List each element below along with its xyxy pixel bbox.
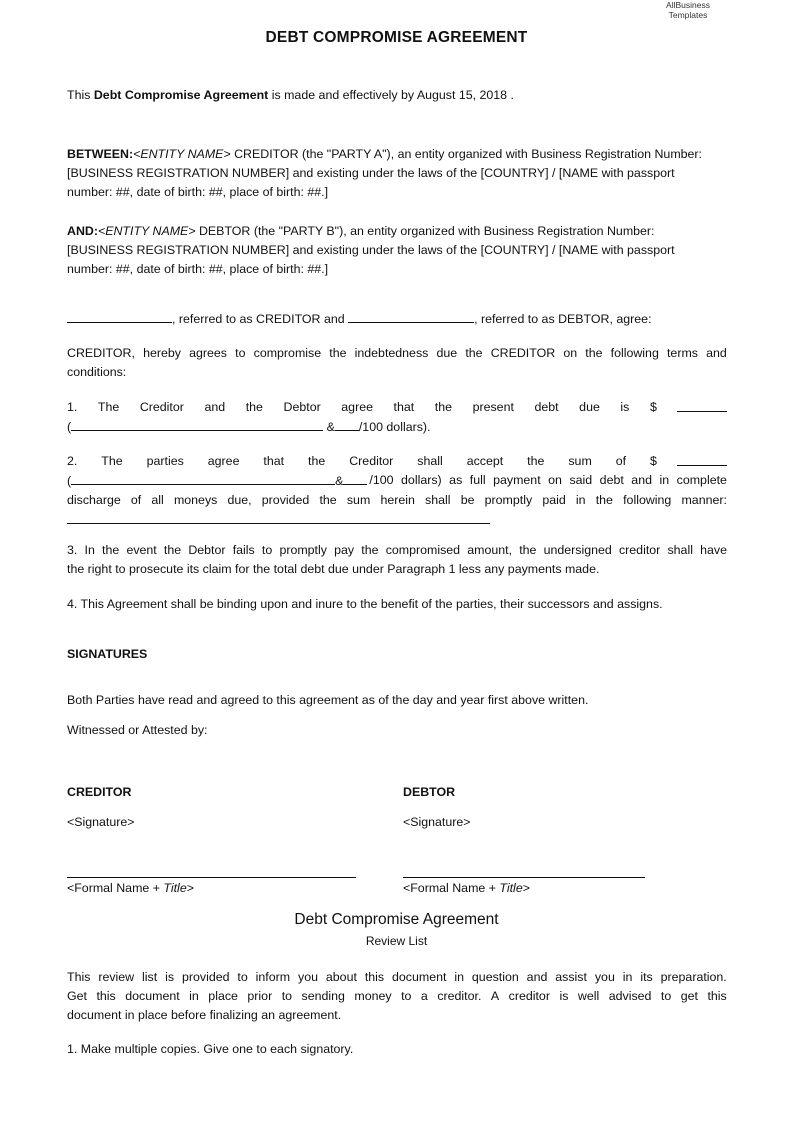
item-3 <box>67 541 727 579</box>
word: herein <box>380 493 415 507</box>
word: all <box>151 493 164 507</box>
word: as <box>449 473 463 487</box>
word: to <box>235 346 246 360</box>
and-entity: <ENTITY NAME> <box>97 224 196 238</box>
word: The <box>97 400 120 414</box>
word: about <box>325 970 357 984</box>
word: full <box>469 473 486 487</box>
word: following <box>610 346 659 360</box>
word: creditor. <box>437 989 482 1003</box>
word: question <box>471 970 519 984</box>
word: promptly <box>484 493 533 507</box>
word: Debtor <box>283 400 321 414</box>
item-2-line2-start <box>67 471 367 491</box>
word: is <box>165 970 175 984</box>
item-1-amp: & <box>323 420 335 434</box>
word: fails <box>232 543 255 557</box>
creditor-name-post: > <box>186 881 194 895</box>
word: in <box>575 493 586 507</box>
word: and <box>706 346 727 360</box>
word: sum <box>568 454 592 468</box>
word: discharge <box>67 493 121 507</box>
word: on <box>548 473 562 487</box>
word: shall <box>667 543 693 557</box>
word: in <box>454 970 464 984</box>
between-line3: number: ##, date of birth: ##, place of birth: ##.] <box>67 185 329 199</box>
word: to <box>281 989 293 1003</box>
between-entity: <ENTITY NAME> <box>133 147 231 161</box>
word: to <box>261 543 273 557</box>
word: the <box>319 493 337 507</box>
word: A <box>490 989 500 1003</box>
referred-part1: , referred to as CREDITOR and <box>172 312 349 326</box>
item-2-line1 <box>67 452 727 471</box>
creditor-agrees-line2: conditions: <box>67 365 127 379</box>
word: sum <box>346 493 371 507</box>
creditor-signature-placeholder: <Signature> <box>67 815 135 829</box>
intro-post: is made and effectively by August 15, 2018 . <box>268 88 514 102</box>
word: agrees <box>189 346 227 360</box>
between-paragraph <box>67 145 727 202</box>
item-2-line4 <box>67 510 727 529</box>
word: and <box>631 473 652 487</box>
item-1-words <box>67 398 657 417</box>
word: due <box>579 400 600 414</box>
item-1-paren: ( <box>67 420 72 434</box>
word: the <box>519 543 537 557</box>
word: sending <box>301 989 345 1003</box>
debt-cents-blank[interactable] <box>335 417 359 431</box>
review-line2 <box>67 987 727 1006</box>
debtor-formal-name <box>403 879 530 898</box>
word: document <box>392 970 447 984</box>
creditor-label: CREDITOR <box>67 785 132 799</box>
item-2-amp: & <box>335 474 344 488</box>
creditor-agrees-paragraph <box>67 344 727 382</box>
word: compromise <box>253 346 322 360</box>
word: terms <box>666 346 698 360</box>
word: CREDITOR, <box>67 346 135 360</box>
review-line1 <box>67 968 727 987</box>
word: 2. <box>67 454 78 468</box>
brand-logo <box>660 0 716 20</box>
word: In <box>84 543 95 557</box>
between-line1: CREDITOR (the "PARTY A"), an entity organized with Business Registration Number: <box>230 147 702 161</box>
word: of <box>615 454 627 468</box>
creditor-name-pre: <Formal Name + <box>67 881 164 895</box>
word: the <box>434 400 453 414</box>
brand-line-1: AllBusiness <box>666 0 710 10</box>
intro-bold: Debt Compromise Agreement <box>93 88 269 102</box>
word: Get <box>67 989 87 1003</box>
word: you <box>298 970 318 984</box>
word: the <box>527 454 545 468</box>
between-label: BETWEEN: <box>67 147 134 161</box>
item-2-line2-words <box>369 471 727 491</box>
item-2-paren: ( <box>67 474 72 488</box>
word: a <box>420 989 428 1003</box>
item-1 <box>67 398 727 437</box>
word: of <box>130 493 142 507</box>
word: shall <box>417 454 443 468</box>
between-line2: [BUSINESS REGISTRATION NUMBER] and existing under the laws of the [COUNTRY] / [NAME with passport <box>67 166 675 180</box>
word: manner: <box>681 493 727 507</box>
word: compromised <box>385 543 461 557</box>
word: event <box>126 543 157 557</box>
word: review <box>98 970 135 984</box>
word: Debtor <box>188 543 226 557</box>
debtor-name-blank[interactable] <box>348 309 474 323</box>
witnessed-text: Witnessed or Attested by: <box>67 723 208 737</box>
word: the <box>585 346 603 360</box>
debt-amount-blank[interactable] <box>677 398 727 412</box>
word: shall <box>425 493 451 507</box>
word: $ <box>650 454 657 468</box>
word: 3. <box>67 543 78 557</box>
item-2 <box>67 452 727 529</box>
item-3-line1 <box>67 541 727 560</box>
word: complete <box>676 473 727 487</box>
word: on <box>563 346 578 360</box>
word: /100 <box>369 473 394 487</box>
word: this <box>364 970 385 984</box>
word: indebtedness <box>354 346 429 360</box>
review-subtitle: Review List <box>365 934 428 948</box>
word: place <box>208 989 238 1003</box>
creditor-agrees-line1 <box>67 344 727 363</box>
item-2-line2 <box>67 471 727 491</box>
word: payment <box>493 473 541 487</box>
word: pay <box>334 543 355 557</box>
word: assist <box>555 970 587 984</box>
word: debt <box>534 400 559 414</box>
review-line3: document in place before finalizing an agreement. <box>67 1008 342 1022</box>
word: the <box>595 493 613 507</box>
word: present <box>472 400 514 414</box>
sum-words-blank[interactable] <box>71 471 335 485</box>
word: agree <box>207 454 240 468</box>
payment-manner-blank[interactable] <box>67 510 490 524</box>
brand-line-2: Templates <box>668 10 708 20</box>
and-line3: number: ##, date of birth: ##, place of birth: ##.] <box>67 262 329 276</box>
referred-part2: , referred to as DEBTOR, agree: <box>474 312 652 326</box>
document-title: DEBT COMPROMISE AGREEMENT <box>265 29 528 46</box>
word: provided <box>261 493 310 507</box>
word: hereby <box>143 346 181 360</box>
sum-amount-blank[interactable] <box>677 452 727 466</box>
word: said <box>569 473 593 487</box>
word: prior <box>247 989 273 1003</box>
word: is <box>559 989 569 1003</box>
both-parties-text: Both Parties have read and agreed to this agreement as of the day and year first above written. <box>67 693 589 707</box>
word: in <box>659 473 670 487</box>
debt-words-blank[interactable] <box>71 417 323 431</box>
word: that <box>393 400 415 414</box>
word: creditor <box>508 989 550 1003</box>
word: that <box>263 454 285 468</box>
referred-line <box>67 309 727 329</box>
word: and <box>526 970 548 984</box>
word: paid <box>542 493 566 507</box>
and-line2: [BUSINESS REGISTRATION NUMBER] and existing under the laws of the [COUNTRY] / [NAME with passport <box>67 243 675 257</box>
word: the <box>308 454 326 468</box>
word: have <box>700 543 727 557</box>
item-1-line1 <box>67 398 727 417</box>
creditor-name-title: Title <box>163 881 187 895</box>
creditor-signature-line[interactable] <box>67 877 356 878</box>
word: its <box>640 970 653 984</box>
word: The <box>101 454 123 468</box>
debtor-signature-line[interactable] <box>403 877 645 878</box>
word: list <box>142 970 158 984</box>
creditor-formal-name <box>67 879 194 898</box>
item-4: 4. This Agreement shall be binding upon and inure to the benefit of the parties, their successors and assigns. <box>67 597 663 611</box>
word: inform <box>255 970 291 984</box>
word: agree <box>341 400 373 414</box>
creditor-name-blank[interactable] <box>67 309 172 323</box>
word: the <box>465 346 483 360</box>
item-2-words <box>67 452 657 471</box>
word: to <box>660 989 672 1003</box>
word: is <box>620 400 630 414</box>
word: debt <box>599 473 624 487</box>
word: accept <box>466 454 504 468</box>
word: in <box>189 989 199 1003</box>
and-paragraph <box>67 222 727 279</box>
word: $ <box>649 400 657 414</box>
word: to <box>401 989 412 1003</box>
word: the <box>102 543 120 557</box>
item-1-line2 <box>67 417 727 437</box>
word: the <box>361 543 379 557</box>
debtor-name-post: > <box>522 881 530 895</box>
word: the <box>245 400 263 414</box>
word: money <box>354 989 392 1003</box>
review-item-1: 1. Make multiple copies. Give one to each signatory. <box>67 1042 354 1056</box>
word: in <box>622 970 633 984</box>
word: document <box>125 989 180 1003</box>
word: Creditor <box>349 454 394 468</box>
word: dollars) <box>401 473 442 487</box>
item-1-tail: /100 dollars). <box>358 420 431 434</box>
word: due, <box>227 493 252 507</box>
word: creditor <box>618 543 661 557</box>
word: following <box>623 493 672 507</box>
word: preparation. <box>660 970 727 984</box>
word: advised <box>608 989 652 1003</box>
debtor-name-title: Title <box>499 881 523 895</box>
word: get <box>680 989 698 1003</box>
review-paragraph <box>67 968 727 1025</box>
word: to <box>237 970 248 984</box>
signatures-heading: SIGNATURES <box>67 647 148 661</box>
and-line1: DEBTOR (the "PARTY B"), an entity organized with Business Registration Number: <box>195 224 655 238</box>
word: the <box>163 543 182 557</box>
word: you <box>594 970 615 984</box>
word: well <box>577 989 600 1003</box>
word: this <box>707 989 727 1003</box>
item-3-line2: the right to prosecute its claim for the total debt due under Paragraph 1 less any payments made. <box>67 562 600 576</box>
word: moneys <box>173 493 218 507</box>
word: promptly <box>279 543 327 557</box>
sum-cents-blank[interactable] <box>343 471 367 485</box>
word: due <box>436 346 458 360</box>
word: This <box>67 970 91 984</box>
debtor-signature-placeholder: <Signature> <box>403 815 471 829</box>
word: 1. <box>67 400 78 414</box>
word: be <box>460 493 475 507</box>
word: and <box>204 400 226 414</box>
item-2-line3 <box>67 491 727 510</box>
review-title: Debt Compromise Agreement <box>294 911 499 928</box>
word: amount, <box>467 543 513 557</box>
word: the <box>329 346 347 360</box>
word: undersigned <box>543 543 612 557</box>
debtor-label: DEBTOR <box>403 785 456 799</box>
debtor-name-pre: <Formal Name + <box>403 881 500 895</box>
word: this <box>96 989 116 1003</box>
word: parties <box>146 454 184 468</box>
word: provided <box>181 970 230 984</box>
and-label: AND: <box>67 224 98 238</box>
word: CREDITOR <box>490 346 556 360</box>
intro-pre: This <box>67 88 94 102</box>
word: Creditor <box>139 400 184 414</box>
intro-paragraph <box>67 86 727 105</box>
